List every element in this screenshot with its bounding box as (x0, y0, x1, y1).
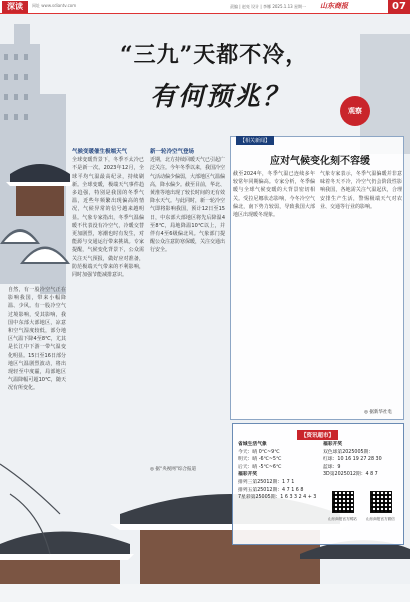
info-line: 红球：10 16 19 27 28 30 (323, 457, 382, 463)
editor-info: 责编 | 赵亮 设计 | 李娜 2025.1.13 星期一 (230, 4, 306, 9)
lottery-results-list (323, 441, 401, 479)
info-line: 福彩开奖 (238, 472, 258, 478)
article-column-3 (150, 148, 225, 466)
info-line: 7星彩第25005期：1 6 3 3 2 4 + 3 (238, 495, 317, 501)
section-subhead: 气候变暖催生极端天气 (72, 149, 128, 155)
page-number: 07 (388, 0, 410, 14)
article-column-2 (72, 148, 144, 466)
section-label: 深读 (2, 1, 28, 13)
info-line: 3D第2025012期：4 8 7 (323, 472, 378, 478)
info-line: 排列五第25012期：4 7 1 6 8 (238, 487, 304, 493)
newspaper-name: 山东商报 (320, 2, 348, 10)
related-news-tag: 【相关新闻】 (236, 136, 274, 145)
related-news-column-2 (320, 170, 402, 406)
observation-badge: 观察 (340, 96, 370, 126)
qr-code-icon[interactable] (370, 491, 392, 513)
qr-code-icon[interactable] (332, 491, 354, 513)
related-news-column-1 (233, 170, 315, 406)
article-text: 近期，北方持续回暖天气已引起广泛关注。今年冬季以来，我国冷空气活动偏少偏弱，大部地区气温偏高，降水偏少。截至目前，华北、黄淮等地出现了较长时间的无有效降水天气。与此同时，新一轮冷空气即将影响我国，预计12日至15日，中东部大部地区将先后降温4至8℃，局地降温10℃以上，并伴有4至6级偏北风。气象部门提醒公众注意防寒保暖，关注交通出行安全。 (150, 157, 225, 254)
info-box-tag: 【资讯超市】 (297, 430, 338, 440)
related-news-byline: ◎ 据新华社电 (364, 410, 392, 415)
headline-line-2: 有何预兆？ (150, 82, 291, 112)
section-subhead: 新一轮冷空气登场 (150, 149, 195, 155)
info-line: 今天：晴 0℃~9℃ (238, 449, 280, 455)
qr-caption: 山东商报官方网站 (328, 517, 357, 521)
source-credit: ◎ 据“央视网”综合报道 (150, 467, 197, 472)
headline-line-1: “三九”天都不冷， (120, 42, 309, 68)
info-line: 福彩开奖 (323, 442, 343, 447)
qr-code-area (328, 491, 400, 537)
article-column-1 (8, 286, 66, 436)
info-line: 双色球第2025005期： (323, 449, 374, 455)
info-line: 省城生活气象 (238, 442, 267, 447)
article-text: 截至2024年，冬季气温已连续多年较常年同期偏高。专家分析，冬季偏暖与全球气候变暖的大背景密切相关。受拉尼娜状态影响，今冬冷空气偏北，南下势力较弱，导致我国大部地区出现暖冬现象。 (233, 171, 315, 219)
info-line: 明天：晴 -6℃~5℃ (238, 457, 282, 463)
website-url: 网址 www.sdiantv.com (32, 3, 77, 8)
article-text: 气象专家表示，冬季气温偏暖并非意味着冬天不冷，冷空气仍会阶段性影响我国，各地需关注气温起伏，合理安排生产生活，警惕极端天气对农业、交通等行业的影响。 (320, 171, 402, 210)
weather-lottery-list (238, 441, 324, 502)
article-text: 自然，有一股冷空气正在影响我国，带来小幅降温、少风。有一股冷空气过境影响，受其影响，我国中东部大部地区，凉意和空气湿度较低，部分地区气温下降4至8℃，尤其是长江中下游一带气温变化明显。15日至16日部分地区气温剧烈波动，将出现轻至中度霾，局部地区气温降幅可超10℃，随天况有所变化。 (8, 287, 66, 392)
info-line: 蓝球：9 (323, 464, 341, 470)
related-news-title: 应对气候变化刻不容缓 (270, 156, 370, 167)
article-text: 全球变暖背景下，冬季不太冷已不是新一次。2023年12月，全球平均气温最高纪录，持续刷新。全球变暖，极端天气事件趋多趋强，特别是我国的冬季气温，近些年频繁出现偏高的情况，气候异常的信号越来越明显。气象专家指出，冬季气温偏暖不代表没有冷空气，冷暖交替更加剧烈，寒潮也时有发生，对能源与交通运行带来挑战。专家提醒，气候变化背景下，公众需关注天气预报，做好应对准备，防范极端天气带来的不利影响，同时加强节能减排意识。 (72, 157, 144, 279)
info-line: 后天：晴 -5℃~6℃ (238, 464, 282, 470)
qr-caption: 山东商报官方微信 (366, 517, 395, 521)
info-line: 排列三第25012期：1 7 1 (238, 479, 295, 485)
